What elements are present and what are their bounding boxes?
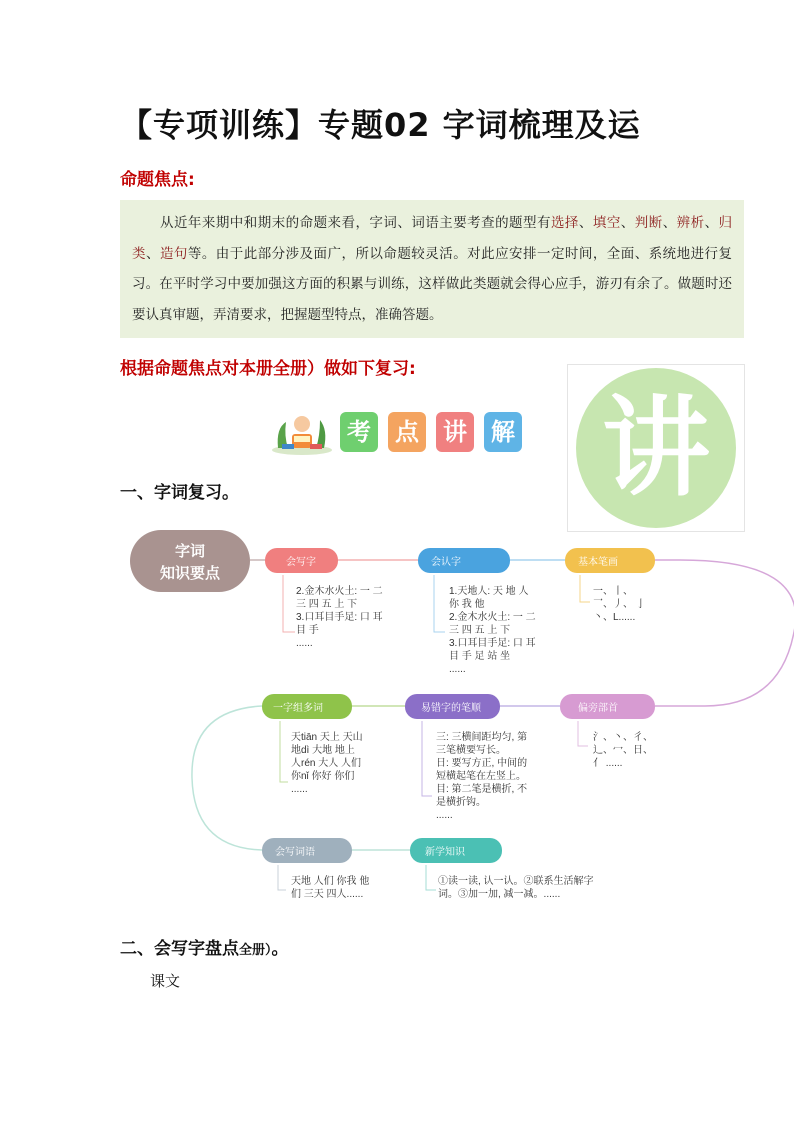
focus-box: [120, 200, 744, 338]
node-yizi-text: 天tiān 天上 天山 地dì 大地 地上 人rén 大人 人们 你nǐ 你好 你们 ......: [291, 732, 363, 795]
node-pianpang-text: 氵、丶、彳、 辶、冖、日、 亻 ......: [593, 732, 653, 769]
node-bishun-label: 易错字的笔顺: [421, 703, 481, 714]
dian-tile: 点: [388, 412, 426, 452]
review-heading: 根据命题焦点对本册全册）做如下复习:: [120, 359, 416, 379]
jie-tile: 解: [484, 412, 522, 452]
type-fill: 填空: [592, 215, 621, 231]
reading-child-icon: [270, 404, 334, 456]
jiang-tile: 讲: [436, 412, 474, 452]
node-ciyu-text: 天地 人们 你我 他 们 三天 四人......: [291, 876, 370, 900]
node-xinxue-label: 新学知识: [425, 847, 465, 858]
node-huixiezi-label: 会写字: [286, 557, 316, 568]
node-huirenzi-label: 会认字: [431, 557, 461, 568]
node-yizi-label: 一字组多词: [273, 703, 323, 714]
node-ciyu-label: 会写词语: [275, 847, 315, 858]
center-label-2: 知识要点: [159, 565, 221, 582]
node-pianpang-label: 偏旁部首: [578, 703, 618, 714]
jiang-watermark: [567, 364, 745, 532]
type-choice: 选择: [550, 215, 579, 231]
node-huixiezi-text: 2.金木水火土: 一 二 三 四 五 上 下 3.口耳目手足: 口 耳 目 手 ......: [296, 586, 383, 649]
kaodian-banner: [270, 404, 530, 456]
mindmap: [120, 520, 794, 910]
section-2-heading: 二、会写字盘点全册）。: [120, 939, 289, 959]
node-bishun-text: 三: 三横间距均匀, 第 三笔横要写长。 日: 要写方正, 中间的 短横起笔在左竖上。 目: 第二笔是横折, 不 是横折钩。 ......: [436, 732, 528, 821]
page-title: 【专项训练】专题02 字词梳理及运: [120, 106, 641, 144]
type-judge: 判断: [634, 215, 663, 231]
type-sentence: 造句: [159, 245, 188, 262]
kao-tile: 考: [340, 412, 378, 452]
jiang-char: 讲: [601, 386, 711, 511]
node-xinxue-text: ①读一读, 认一认。②联系生活解字 词。③加一加, 减一减。......: [438, 876, 594, 900]
node-huirenzi-text: 1.天地人: 天 地 人 你 我 他 2.金木水火土: 一 二 三 四 五 上 下 3.口耳目手足: 口 耳 目 手 足 站 坐 ......: [449, 586, 536, 675]
type-classify: 归类: [132, 215, 733, 262]
node-bihua-text: 一、丨、 乛、丿、 亅 丶、L......: [593, 586, 646, 623]
focus-paragraph: 从近年来期中和期末的命题来看，字词、词语主要考查的题型有选择、填空、判断、辨析、归类、造句等。由于此部分涉及面广，所以命题较灵活。对此应安排一定时间，全面、系统地进行复习。在平时学习中要加强这方面的积累与训练，这样做此类题就会得心应手，游刃有余了。做题时还要认真审题，弄清要求，把握题型特点，准确答题。: [132, 215, 733, 323]
center-node: [130, 530, 250, 592]
node-bihua-label: 基本笔画: [578, 557, 618, 568]
type-discern: 辨析: [676, 215, 705, 231]
kewen-label: 课文: [150, 972, 181, 990]
section-1-heading: 一、字词复习。: [120, 483, 239, 503]
center-label-1: 字词: [174, 543, 206, 560]
focus-heading: 命题焦点:: [120, 170, 195, 190]
